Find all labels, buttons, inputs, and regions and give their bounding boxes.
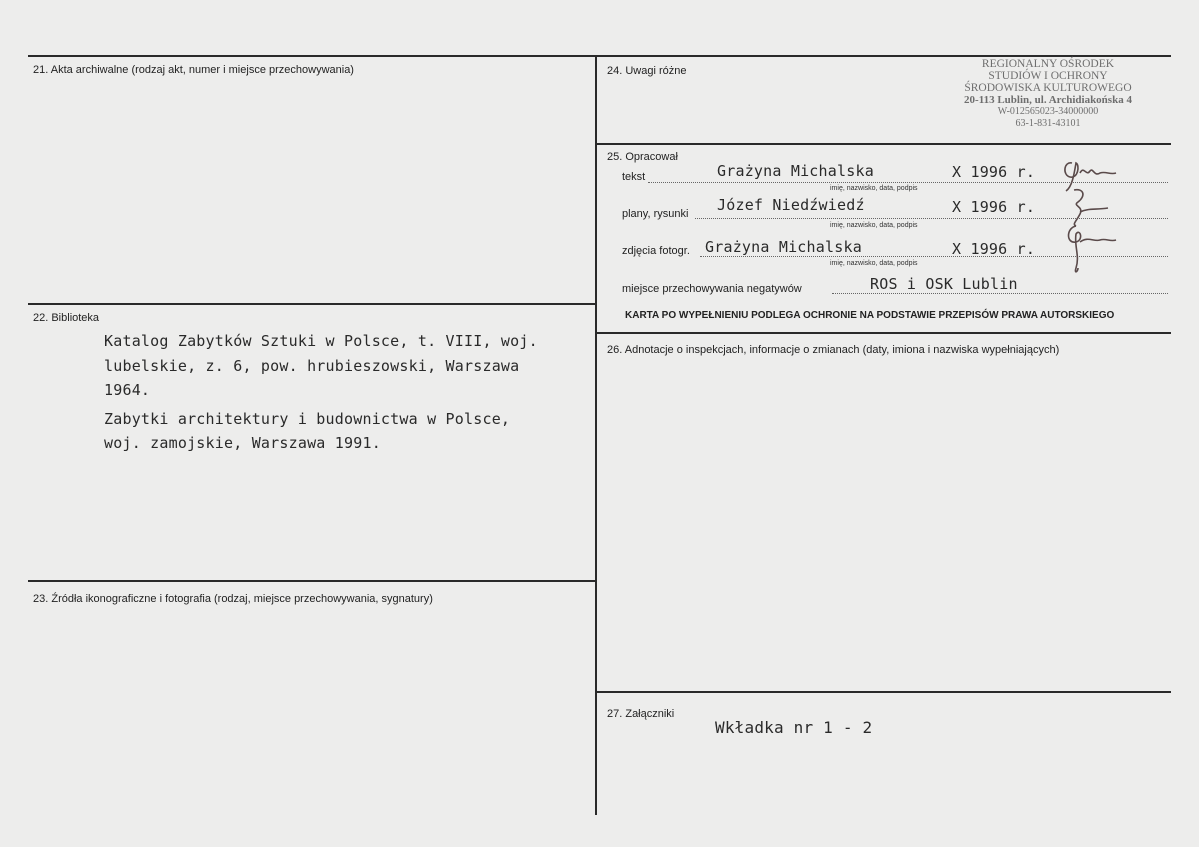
stamp-line-3: ŚRODOWISKA KULTUROWEGO: [964, 82, 1132, 94]
author-text-date: X 1996 r.: [952, 163, 1036, 181]
negatives-value: ROS i OSK Lublin: [870, 275, 1018, 293]
library-line-4: Zabytki architektury i budownictwa w Polsce,: [104, 410, 511, 428]
library-line-5: woj. zamojskie, Warszawa 1991.: [104, 434, 381, 452]
author-text-caption: imię, nazwisko, data, podpis: [830, 185, 918, 192]
divider-21-22: [28, 303, 595, 305]
top-rule: [28, 55, 1171, 57]
stamp-line-4: 20-113 Lublin, ul. Archidiakońska 4: [964, 94, 1132, 106]
institution-stamp: [938, 58, 1158, 130]
author-photos-date: X 1996 r.: [952, 240, 1036, 258]
stamp-line-5: W-012565023-34000000: [997, 106, 1099, 117]
stamp-line-2: STUDIÓW I OCHRONY: [988, 70, 1108, 82]
library-line-2: lubelskie, z. 6, pow. hrubieszowski, Warszawa: [104, 357, 520, 375]
section-22-label: 22. Biblioteka: [33, 312, 100, 324]
section-21-label: 21. Akta archiwalne (rodzaj akt, numer i miejsce przechowywania): [33, 64, 354, 76]
author-plans-label: plany, rysunki: [622, 208, 689, 220]
stamp-line-1: REGIONALNY OŚRODEK: [981, 58, 1115, 70]
attachments-value: Wkładka nr 1 - 2: [715, 718, 873, 737]
author-photos-name: Grażyna Michalska: [705, 238, 862, 256]
negatives-label: miejsce przechowywania negatywów: [622, 283, 802, 295]
author-plans-name: Józef Niedźwiedź: [717, 196, 865, 214]
section-23-label: 23. Źródła ikonograficzne i fotografia (rodzaj, miejsce przechowywania, sygnatury): [33, 593, 433, 605]
author-text-label: tekst: [622, 171, 646, 183]
divider-25-26: [595, 332, 1171, 334]
section-26-label: 26. Adnotacje o inspekcjach, informacje o zmianach (daty, imiona i nazwiska wypełniających): [607, 344, 1060, 356]
divider-26-27: [595, 691, 1171, 693]
section-24-label: 24. Uwagi różne: [607, 65, 687, 77]
author-plans-caption: imię, nazwisko, data, podpis: [830, 222, 918, 229]
section-27-label: 27. Załączniki: [607, 708, 675, 720]
negatives-dotline: [832, 293, 1168, 294]
stamp-line-6: 63-1-831-43101: [1015, 118, 1081, 129]
signature-3-icon: [1060, 220, 1120, 276]
section-25-label: 25. Opracował: [607, 151, 678, 163]
author-text-name: Grażyna Michalska: [717, 162, 874, 180]
author-photos-label: zdjęcia fotogr.: [622, 245, 690, 257]
library-line-3: 1964.: [104, 381, 151, 399]
copyright-note: KARTA PO WYPEŁNIENIU PODLEGA OCHRONIE NA PODSTAWIE PRZEPISÓW PRAWA AUTORSKIEGO: [625, 310, 1115, 321]
author-photos-caption: imię, nazwisko, data, podpis: [830, 260, 918, 267]
divider-22-23: [28, 580, 595, 582]
library-line-1: Katalog Zabytków Sztuki w Polsce, t. VIII, woj.: [104, 332, 538, 350]
center-divider: [595, 55, 597, 815]
author-plans-date: X 1996 r.: [952, 198, 1036, 216]
divider-24-25: [595, 143, 1171, 145]
